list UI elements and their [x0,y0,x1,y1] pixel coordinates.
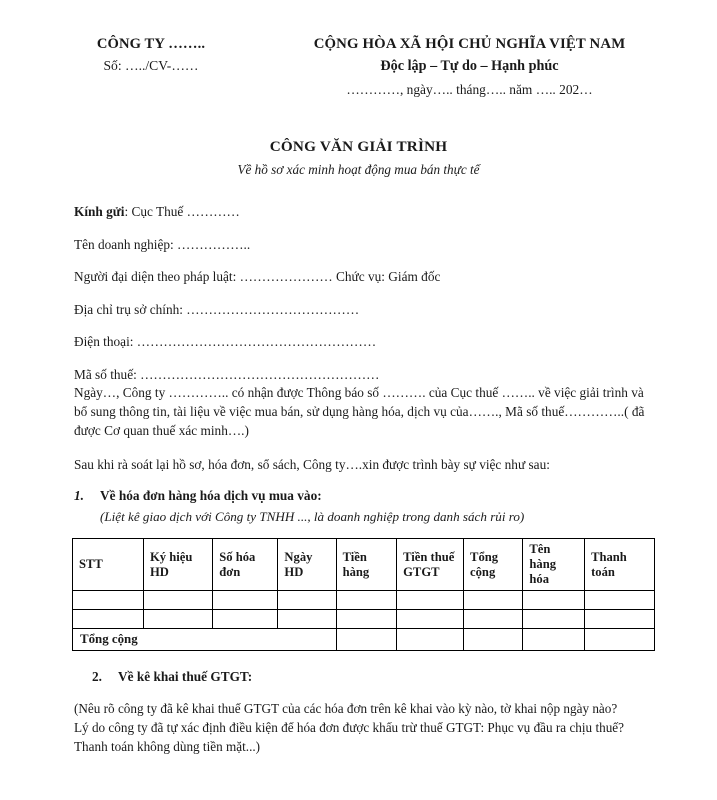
section-1 [74,488,655,525]
cell-ky-hieu-hd[interactable] [144,610,213,629]
cell-tong-cong[interactable] [464,610,523,629]
cell-so-hoa-don[interactable] [213,610,278,629]
title-block [0,138,717,178]
notice-paragraph: Ngày…, Công ty ………….. có nhận được Thông báo số ………. của Cục thuế …….. về việc giải trình và bổ sung thông tin, tài liệu về việc mua bán, sử dụng hàng hóa, dịch vụ của……., Mã số thuế…………..( đã được Cơ quan thuế xác minh….) [74,384,645,439]
total-tien-hang[interactable] [336,629,397,651]
organization-name: CÔNG TY …….. [96,36,206,52]
section-2 [0,669,717,756]
recipient-value: : Cục Thuế ………… [124,204,240,219]
cell-ngay-hd[interactable] [278,591,336,610]
body-fields [0,204,717,525]
column-header-ten-hang-hoa: Tên hàng hóa [523,539,585,591]
recipient-label: Kính gửi [74,204,125,219]
column-header-tien-hang: Tiền hàng [336,539,397,591]
place-date-line: …………, ngày….. tháng….. năm ….. 202… [346,82,593,97]
total-tong-cong[interactable] [464,629,523,651]
invoice-table-body [73,591,655,651]
column-header-ngay-hd: Ngày HD [278,539,336,591]
section-2-heading-row [74,669,655,685]
total-thanh-toan[interactable] [585,629,655,651]
column-header-tien-thue-gtgt: Tiền thuế GTGT [397,539,464,591]
cell-tien-hang[interactable] [336,591,397,610]
business-name-line: Tên doanh nghiệp: …………….. [74,236,251,252]
column-header-so-hoa-don: Số hóa đơn [213,539,278,591]
table-row[interactable] [73,591,655,610]
total-ten-hang-hoa[interactable] [523,629,585,651]
invoice-table-wrapper [0,538,717,651]
cell-ky-hieu-hd[interactable] [144,591,213,610]
cell-ten-hang-hoa[interactable] [523,610,585,629]
phone-line: Điện thoại: ……………………………………………… [74,334,377,349]
national-heading-block [258,36,695,98]
head-office-line: Địa chỉ trụ sở chính: ………………………………… [74,301,360,317]
section-2-note-first: (Nêu rõ công ty đã kê khai thuế GTGT của các hóa đơn trên kê khai vào kỳ nào, tờ khai nộp ngày nào? [74,701,618,717]
total-row-label: Tổng cộng [73,629,337,651]
column-header-stt: STT [73,539,144,591]
cell-so-hoa-don[interactable] [213,591,278,610]
organization-block [22,36,258,74]
national-name: CỘNG HÒA XÃ HỘI CHỦ NGHĨA VIỆT NAM [313,36,626,52]
column-header-thanh-toan: Thanh toán [585,539,655,591]
total-tien-thue-gtgt[interactable] [397,629,464,651]
cell-ngay-hd[interactable] [278,610,336,629]
tax-code-line: Mã số thuế: ……………………………………………… [74,366,380,382]
cell-thanh-toan[interactable] [585,610,655,629]
column-header-tong-cong: Tổng cộng [464,539,523,591]
document-number: Số: …../CV-…… [103,58,199,73]
section-1-heading: Về hóa đơn hàng hóa dịch vụ mua vào: [100,488,322,504]
section-2-heading: Về kê khai thuế GTGT: [118,669,253,685]
section-1-number: 1. [74,488,84,504]
table-row[interactable] [73,610,655,629]
cell-ten-hang-hoa[interactable] [523,591,585,610]
page-title: CÔNG VĂN GIẢI TRÌNH [269,138,448,155]
column-header-ky-hieu-hd: Ký hiệu HD [144,539,213,591]
section-1-note: (Liệt kê giao dịch với Công ty TNHH ..., là doanh nghiệp trong danh sách rủi ro) [100,509,525,525]
legal-representative-line: Người đại diện theo pháp luật: ………………… Chức vụ: Giám đốc [74,269,441,284]
section-2-note-second: Lý do công ty đã tự xác định điều kiện để hóa đơn được khấu trừ thuế GTGT: Phục vụ đầu ra chịu thuế?Thanh toán không dùng tiền mặt...) [74,720,625,755]
section-1-heading-row [74,488,655,504]
cell-thanh-toan[interactable] [585,591,655,610]
table-header-row [73,539,655,591]
table-total-row [73,629,655,651]
page-subtitle: Về hồ sơ xác minh hoạt động mua bán thực tế [237,162,480,177]
invoice-table-head [73,539,655,591]
invoice-table [72,538,655,651]
national-motto: Độc lập – Tự do – Hạnh phúc [380,58,559,74]
review-paragraph: Sau khi rà soát lại hồ sơ, hóa đơn, sổ sách, Công ty….xin được trình bày sự việc như sau: [74,456,550,472]
section-2-number: 2. [92,669,102,685]
cell-tien-hang[interactable] [336,610,397,629]
cell-stt[interactable] [73,591,144,610]
letterhead [0,0,717,98]
cell-tong-cong[interactable] [464,591,523,610]
cell-stt[interactable] [73,610,144,629]
cell-tien-thue-gtgt[interactable] [397,591,464,610]
cell-tien-thue-gtgt[interactable] [397,610,464,629]
recipient-line [74,204,655,220]
